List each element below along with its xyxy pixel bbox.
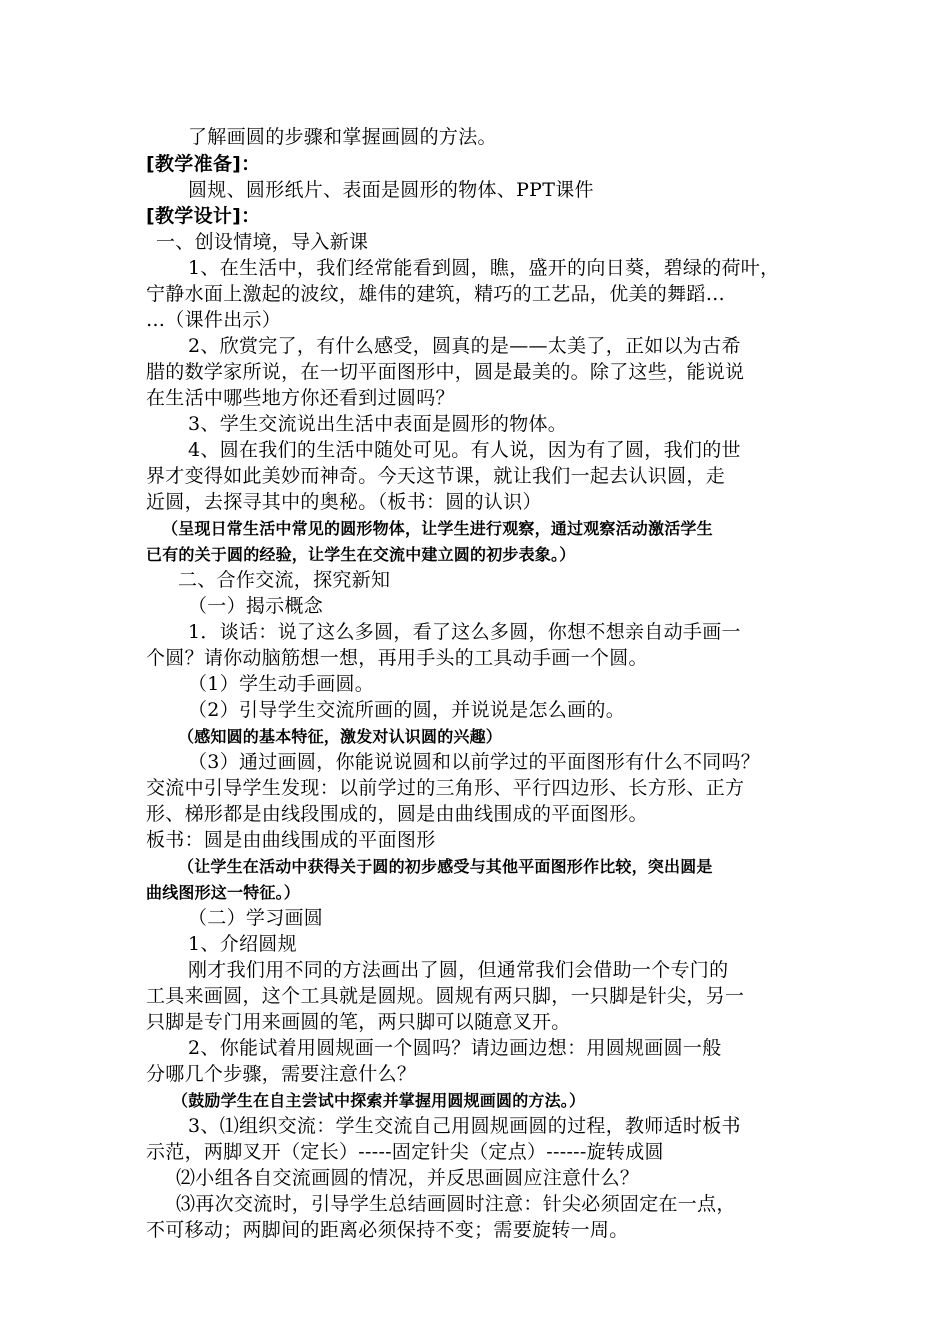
text-line: 2、欣赏完了，有什么感受，圆真的是——太美了，正如以为古希 [188,335,741,357]
text-line: 界才变得如此美妙而神奇。今天这节课，就让我们一起去认识圆，走 [146,465,726,487]
design-note: （呈现日常生活中常见的圆形物体，让学生进行观察，通过观察活动激活学生 [162,519,713,538]
design-note: （让学生在活动中获得关于圆的初步感受与其他平面图形作比较，突出圆是 [178,857,713,876]
text-line: 分哪几个步骤，需要注意什么？ [146,1063,417,1085]
design-note: 曲线图形这一特征。） [146,883,301,902]
text-line: 示范，两脚叉开（定长）-----固定针尖（定点）------旋转成圆 [146,1141,664,1163]
design-note: （感知圆的基本特征，激发对认识圆的兴趣） [178,727,503,746]
text-line: 不可移动；两脚间的距离必须保持不变；需要旋转一周。 [146,1219,629,1241]
design-note: （鼓励学生在自主尝试中探索并掌握用圆规画圆的方法。） [172,1091,586,1110]
text-line: 个圆？请你动脑筋想一想，再用手头的工具动手画一个圆。 [146,647,648,669]
text-line: 了解画圆的步骤和掌握画圆的方法。 [188,126,497,148]
text-line: …（课件出示） [146,309,282,331]
subheading: （一）揭示概念 [188,595,324,617]
text-line: 4、圆在我们的生活中随处可见。有人说，因为有了圆，我们的世 [188,439,741,461]
text-line: 1、在生活中，我们经常能看到圆，瞧，盛开的向日葵，碧绿的荷叶， [188,257,780,279]
text-line: （3）通过画圆，你能说说圆和以前学过的平面图形有什么不同吗？ [188,751,761,773]
text-line: 1．谈话：说了这么多圆，看了这么多圆，你想不想亲自动手画一 [188,621,741,643]
text-line: ⑶再次交流时，引导学生总结画圆时注意：针尖必须固定在一点， [176,1193,736,1215]
text-line: 3、学生交流说出生活中表面是圆形的物体。 [188,413,568,435]
text-line: 近圆，去探寻其中的奥秘。（板书：圆的认识） [146,491,542,513]
text-line: 腊的数学家所说，在一切平面图形中，圆是最美的。除了这些，能说说 [146,361,745,383]
text-line: 3、⑴组织交流：学生交流自己用圆规画圆的过程，教师适时板书 [188,1115,741,1137]
subheading: 二、合作交流，探究新知 [178,569,391,591]
text-line: 工具来画圆，这个工具就是圆规。圆规有两只脚，一只脚是针尖，另一 [146,985,745,1007]
text-line: 宁静水面上激起的波纹，雄伟的建筑，精巧的工艺品，优美的舞蹈… [146,283,726,305]
text-line: 只脚是专门用来画圆的笔，两只脚可以随意叉开。 [146,1011,571,1033]
board-writing: 板书：圆是由曲线围成的平面图形 [146,829,436,851]
text-line: 2、你能试着用圆规画一个圆吗？请边画边想：用圆规画圆一般 [188,1037,722,1059]
subheading: 1、介绍圆规 [188,933,297,955]
text-line: 刚才我们用不同的方法画出了圆，但通常我们会借助一个专门的 [188,959,729,981]
text-line: ⑵小组各自交流画圆的情况，并反思画圆应注意什么？ [176,1167,640,1189]
text-line: （2）引导学生交流所画的圆，并说说是怎么画的。 [188,699,625,721]
text-line: （1）学生动手画圆。 [188,673,375,695]
text-line: 圆规、圆形纸片、表面是圆形的物体、PPT课件 [188,179,594,201]
text-line: 在生活中哪些地方你还看到过圆吗？ [146,387,455,409]
subheading: （二）学习画圆 [188,907,324,929]
text-line: 交流中引导学生发现：以前学过的三角形、平行四边形、长方形、正方 [146,777,745,799]
section-heading-design: [教学设计]： [146,205,261,227]
section-heading-preparation: [教学准备]： [146,153,261,175]
subheading: 一、创设情境，导入新课 [156,231,369,253]
text-line: 形、梯形都是由线段围成的，圆是由曲线围成的平面图形。 [146,803,648,825]
design-note: 已有的关于圆的经验，让学生在交流中建立圆的初步表象。） [146,545,576,564]
